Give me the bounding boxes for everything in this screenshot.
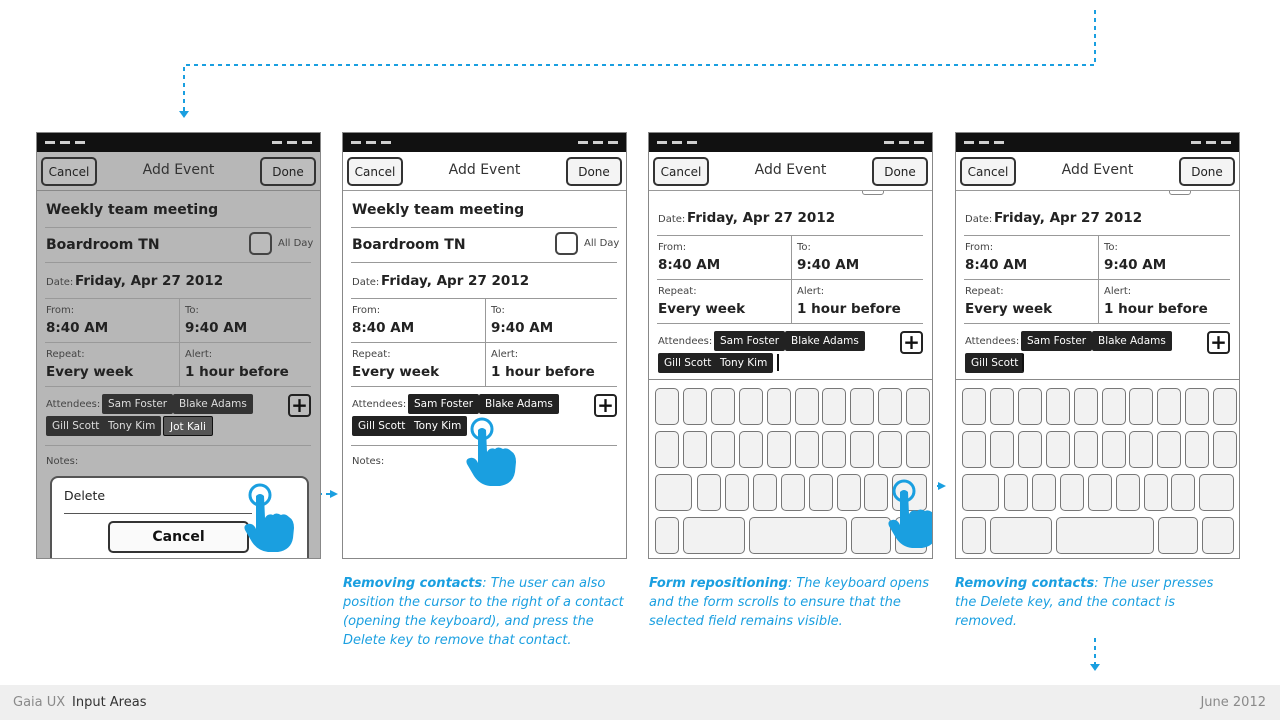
- keyboard-key[interactable]: [962, 388, 986, 425]
- repeat-label: Repeat:: [352, 349, 391, 360]
- event-form-scrolled: [956, 191, 1239, 379]
- keyboard-key[interactable]: [990, 388, 1014, 425]
- repeat-value[interactable]: Every week: [46, 364, 134, 380]
- tap-hand-icon: [240, 482, 302, 554]
- from-value[interactable]: 8:40 AM: [46, 320, 109, 336]
- header-bar: [956, 152, 1239, 191]
- caption-title: Form repositioning: [649, 576, 788, 591]
- page-title: Add Event: [1061, 162, 1134, 178]
- to-value[interactable]: 9:40 AM: [797, 257, 860, 273]
- location-field[interactable]: Boardroom TN: [352, 237, 466, 253]
- from-value[interactable]: 8:40 AM: [965, 257, 1028, 273]
- phone-screen-delete-sheet: [36, 132, 321, 559]
- tap-hand-icon: [884, 478, 933, 550]
- caption-form-repositioning: [649, 574, 937, 631]
- cancel-button[interactable]: Cancel: [653, 157, 709, 186]
- notes-label: Notes:: [352, 456, 385, 467]
- virtual-keyboard[interactable]: [956, 379, 1239, 559]
- keyboard-key[interactable]: [1018, 388, 1042, 425]
- keyboard-key[interactable]: [1157, 388, 1181, 425]
- contact-chip[interactable]: Sam Foster: [1021, 331, 1092, 351]
- keyboard-key[interactable]: [1157, 431, 1181, 468]
- keyboard-key[interactable]: [781, 474, 805, 511]
- header-bar: [649, 152, 932, 191]
- repeat-label: Repeat:: [658, 286, 697, 297]
- to-label: To:: [491, 305, 505, 316]
- from-label: From:: [352, 305, 381, 316]
- from-label: From:: [965, 242, 994, 253]
- keyboard-key[interactable]: [767, 388, 791, 425]
- sheet-cancel-button[interactable]: Cancel: [108, 521, 249, 553]
- keyboard-key[interactable]: [1018, 431, 1042, 468]
- to-label: To:: [1104, 242, 1118, 253]
- keyboard-key[interactable]: [1074, 388, 1098, 425]
- keyboard-key[interactable]: [655, 431, 679, 468]
- event-name-field[interactable]: Weekly team meeting: [46, 202, 219, 218]
- delete-option[interactable]: Delete: [64, 488, 106, 503]
- plus-icon[interactable]: +: [288, 394, 311, 417]
- keyboard-key[interactable]: [1213, 431, 1237, 468]
- keyboard-key[interactable]: [1144, 474, 1168, 511]
- keyboard-key[interactable]: [1060, 474, 1084, 511]
- date-value[interactable]: Friday, Apr 27 2012: [75, 273, 224, 289]
- footer-section: Input Areas: [72, 695, 147, 710]
- keyboard-key[interactable]: [1158, 517, 1198, 554]
- done-button[interactable]: Done: [1179, 157, 1235, 186]
- tap-hand-icon: [459, 416, 521, 488]
- attendees-label: Attendees:: [965, 336, 1020, 347]
- keyboard-key[interactable]: [795, 431, 819, 468]
- all-day-label: All Day: [584, 238, 620, 249]
- contact-chip[interactable]: Gill Scott: [658, 353, 717, 373]
- keyboard-key[interactable]: [725, 474, 749, 511]
- date-value[interactable]: Friday, Apr 27 2012: [994, 210, 1143, 226]
- keyboard-key[interactable]: [749, 517, 847, 554]
- to-value[interactable]: 9:40 AM: [185, 320, 248, 336]
- to-value[interactable]: 9:40 AM: [491, 320, 554, 336]
- event-name-field[interactable]: Weekly team meeting: [352, 202, 525, 218]
- date-label: Date:: [352, 277, 380, 288]
- contact-chip[interactable]: Blake Adams: [479, 394, 559, 414]
- contact-chip[interactable]: Sam Foster: [714, 331, 785, 351]
- location-field[interactable]: Boardroom TN: [46, 237, 160, 253]
- date-label: Date:: [965, 214, 993, 225]
- done-button[interactable]: Done: [872, 157, 928, 186]
- caption-title: Removing contacts: [955, 576, 1095, 591]
- keyboard-key[interactable]: [1199, 474, 1234, 511]
- keyboard-key[interactable]: [739, 431, 763, 468]
- contact-chip[interactable]: Sam Foster: [102, 394, 173, 414]
- date-value[interactable]: Friday, Apr 27 2012: [687, 210, 836, 226]
- done-button[interactable]: Done: [566, 157, 622, 186]
- to-label: To:: [185, 305, 199, 316]
- keyboard-key[interactable]: [1129, 388, 1153, 425]
- alert-value[interactable]: 1 hour before: [185, 364, 289, 380]
- from-label: From:: [46, 305, 75, 316]
- page-title: Add Event: [142, 162, 215, 178]
- date-label: Date:: [658, 214, 686, 225]
- keyboard-key[interactable]: [767, 431, 791, 468]
- repeat-value[interactable]: Every week: [658, 301, 746, 317]
- keyboard-key[interactable]: [1046, 388, 1070, 425]
- from-value[interactable]: 8:40 AM: [658, 257, 721, 273]
- keyboard-key[interactable]: [683, 431, 707, 468]
- contact-chip[interactable]: Gill Scott: [965, 353, 1024, 373]
- keyboard-key[interactable]: [655, 388, 679, 425]
- header-bar: [37, 152, 320, 191]
- keyboard-key[interactable]: [1213, 388, 1237, 425]
- caption-body: : The user can also position the cursor to the right of a contact (opening the keyboard), and press the Delete key to remove that contact.: [343, 576, 624, 648]
- keyboard-key[interactable]: [1046, 431, 1070, 468]
- repeat-value[interactable]: Every week: [352, 364, 440, 380]
- contact-chip[interactable]: Blake Adams: [1092, 331, 1172, 351]
- from-value[interactable]: 8:40 AM: [352, 320, 415, 336]
- footer-brand: Gaia UX: [13, 695, 66, 710]
- text-cursor: [777, 354, 779, 371]
- plus-icon[interactable]: +: [1207, 331, 1230, 354]
- keyboard-key[interactable]: [878, 388, 902, 425]
- keyboard-key[interactable]: [753, 474, 777, 511]
- from-label: From:: [658, 242, 687, 253]
- footer-date: June 2012: [1200, 695, 1266, 710]
- contact-chip[interactable]: Blake Adams: [173, 394, 253, 414]
- date-label: Date:: [46, 277, 74, 288]
- attendees-label: Attendees:: [352, 399, 407, 410]
- keyboard-key[interactable]: [1102, 388, 1126, 425]
- contact-chip[interactable]: Tony Kim: [102, 416, 161, 436]
- keyboard-key[interactable]: [655, 517, 679, 554]
- keyboard-key[interactable]: [739, 388, 763, 425]
- to-value[interactable]: 9:40 AM: [1104, 257, 1167, 273]
- caption-removing-contacts-cursor: [343, 574, 631, 650]
- keyboard-key[interactable]: [906, 388, 930, 425]
- cancel-button[interactable]: Cancel: [347, 157, 403, 186]
- keyboard-key[interactable]: [822, 388, 846, 425]
- notes-label: Notes:: [46, 456, 79, 467]
- contact-chip[interactable]: Gill Scott: [352, 416, 411, 436]
- status-bar: [649, 133, 932, 152]
- alert-value[interactable]: 1 hour before: [1104, 301, 1208, 317]
- repeat-label: Repeat:: [46, 349, 85, 360]
- keyboard-key[interactable]: [1032, 474, 1056, 511]
- keyboard-key[interactable]: [990, 431, 1014, 468]
- footer-bar: [0, 685, 1280, 720]
- keyboard-key[interactable]: [795, 388, 819, 425]
- keyboard-key[interactable]: [697, 474, 721, 511]
- header-bar: [343, 152, 626, 191]
- alert-value[interactable]: 1 hour before: [491, 364, 595, 380]
- alert-label: Alert:: [491, 349, 519, 360]
- phone-screen-keyboard-open: [648, 132, 933, 559]
- keyboard-key[interactable]: [1171, 474, 1195, 511]
- phone-screen-cursor-placed: [342, 132, 627, 559]
- contact-chip[interactable]: Tony Kim: [714, 353, 773, 373]
- keyboard-key[interactable]: [837, 474, 861, 511]
- cancel-button[interactable]: Cancel: [41, 157, 97, 186]
- keyboard-key[interactable]: [1185, 388, 1209, 425]
- caption-body: : The user presses the Delete key, and the contact is removed.: [955, 576, 1214, 629]
- keyboard-key[interactable]: [1074, 431, 1098, 468]
- keyboard-key[interactable]: [683, 517, 745, 554]
- keyboard-key[interactable]: [809, 474, 833, 511]
- keyboard-key[interactable]: [990, 517, 1052, 554]
- done-button[interactable]: Done: [260, 157, 316, 186]
- keyboard-key[interactable]: [906, 431, 930, 468]
- status-bar: [956, 133, 1239, 152]
- keyboard-key[interactable]: [962, 474, 999, 511]
- contact-chip[interactable]: Sam Foster: [408, 394, 479, 414]
- alert-label: Alert:: [1104, 286, 1132, 297]
- keyboard-key[interactable]: [962, 431, 986, 468]
- keyboard-key[interactable]: [683, 388, 707, 425]
- caption-removing-contacts-delete: [955, 574, 1225, 631]
- attendees-label: Attendees:: [658, 336, 713, 347]
- attendees-label: Attendees:: [46, 399, 101, 410]
- keyboard-key[interactable]: [1004, 474, 1028, 511]
- keyboard-key[interactable]: [711, 388, 735, 425]
- contact-chip[interactable]: Tony Kim: [408, 416, 467, 436]
- contact-chip-selected[interactable]: Jot Kali: [163, 416, 213, 436]
- keyboard-key[interactable]: [1116, 474, 1140, 511]
- contact-chip[interactable]: Blake Adams: [785, 331, 865, 351]
- date-value[interactable]: Friday, Apr 27 2012: [381, 273, 530, 289]
- all-day-label: All Day: [278, 238, 314, 249]
- contact-chip[interactable]: Gill Scott: [46, 416, 105, 436]
- alert-label: Alert:: [797, 286, 825, 297]
- to-label: To:: [797, 242, 811, 253]
- keyboard-key[interactable]: [1088, 474, 1112, 511]
- repeat-value[interactable]: Every week: [965, 301, 1053, 317]
- keyboard-key[interactable]: [655, 474, 692, 511]
- caption-body: : The keyboard opens and the form scrolls to ensure that the selected field remains visible.: [649, 576, 929, 629]
- repeat-label: Repeat:: [965, 286, 1004, 297]
- status-bar: [343, 133, 626, 152]
- keyboard-key[interactable]: [1056, 517, 1154, 554]
- cancel-button[interactable]: Cancel: [960, 157, 1016, 186]
- phone-screen-contact-removed: [955, 132, 1240, 559]
- keyboard-key[interactable]: [878, 431, 902, 468]
- keyboard-key[interactable]: [850, 388, 874, 425]
- text-cursor: [1022, 354, 1024, 371]
- event-form-scrolled: [649, 191, 932, 379]
- all-day-checkbox[interactable]: [555, 232, 578, 255]
- alert-value[interactable]: 1 hour before: [797, 301, 901, 317]
- plus-icon[interactable]: +: [594, 394, 617, 417]
- status-bar: [37, 133, 320, 152]
- keyboard-key[interactable]: [1185, 431, 1209, 468]
- all-day-checkbox[interactable]: [249, 232, 272, 255]
- caption-title: Removing contacts: [343, 576, 483, 591]
- keyboard-key[interactable]: [711, 431, 735, 468]
- keyboard-key[interactable]: [850, 431, 874, 468]
- page-title: Add Event: [448, 162, 521, 178]
- keyboard-key[interactable]: [1102, 431, 1126, 468]
- keyboard-key[interactable]: [1129, 431, 1153, 468]
- page-title: Add Event: [754, 162, 827, 178]
- keyboard-key[interactable]: [822, 431, 846, 468]
- plus-icon[interactable]: +: [900, 331, 923, 354]
- alert-label: Alert:: [185, 349, 213, 360]
- keyboard-key[interactable]: [1202, 517, 1234, 554]
- keyboard-key[interactable]: [962, 517, 986, 554]
